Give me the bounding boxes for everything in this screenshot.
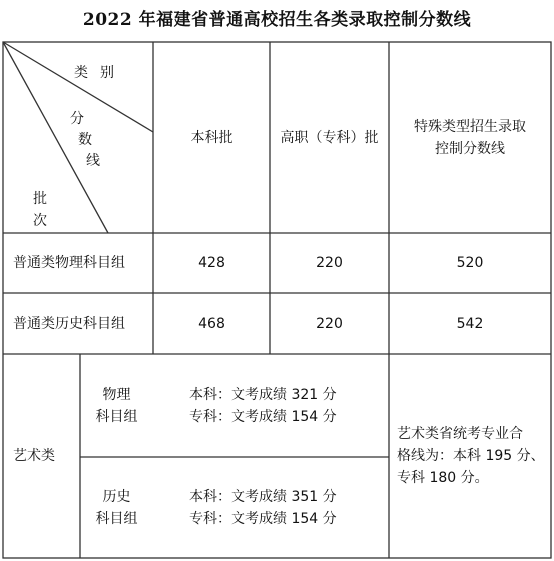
row-history-name: 普通类历史科目组	[13, 315, 125, 332]
header-benke: 本科批	[190, 129, 233, 146]
diag-label-category-1: 类	[74, 65, 88, 81]
art-physics-group	[80, 354, 153, 457]
art-physics-line2: 科目组	[95, 408, 138, 425]
art-history-zhuanke: 专科：文考成绩 154 分	[189, 510, 337, 527]
art-note	[389, 354, 551, 558]
row-physics-benke: 428	[198, 255, 225, 271]
art-note-line1: 艺术类省统考专业合	[397, 426, 523, 442]
row-physics-gaozhi: 220	[316, 255, 343, 271]
row-physics-special: 520	[456, 255, 484, 271]
header-gaozhi: 高职（专科）批	[280, 129, 379, 146]
diag-label-batch-1: 批	[33, 191, 47, 207]
row-history-special: 542	[456, 315, 484, 332]
diag-label-score-3: 线	[86, 153, 100, 169]
art-physics-zhuanke: 专科：文考成绩 154 分	[189, 408, 337, 425]
art-history-benke: 本科：文考成绩 351 分	[189, 488, 337, 505]
art-history-group	[80, 457, 153, 558]
diagonal-line-2	[3, 42, 108, 233]
diag-label-category-2: 别	[100, 65, 114, 81]
header-special-line1: 特殊类型招生录取	[414, 118, 526, 135]
art-note-line2: 格线为：本科 195 分、	[397, 448, 545, 464]
page-title: 2022 年福建省普通高校招生各类录取控制分数线	[82, 10, 472, 30]
art-history-line1: 历史	[102, 488, 131, 505]
row-history-benke: 468	[198, 315, 225, 332]
art-physics-scores	[153, 354, 389, 457]
header-special	[389, 42, 551, 233]
diag-label-batch-2: 次	[33, 213, 47, 229]
art-physics-line1: 物理	[102, 386, 131, 403]
diag-label-score-1: 分	[70, 111, 84, 127]
art-label: 艺术类	[13, 448, 55, 464]
row-physics-name: 普通类物理科目组	[13, 255, 125, 271]
art-history-scores	[153, 457, 389, 558]
art-history-line2: 科目组	[95, 510, 138, 527]
art-note-line3: 专科 180 分。	[397, 470, 489, 486]
art-physics-benke: 本科：文考成绩 321 分	[189, 386, 337, 403]
row-history-gaozhi: 220	[316, 315, 343, 332]
diag-label-score-2: 数	[78, 132, 92, 148]
header-special-line2: 控制分数线	[435, 140, 505, 157]
